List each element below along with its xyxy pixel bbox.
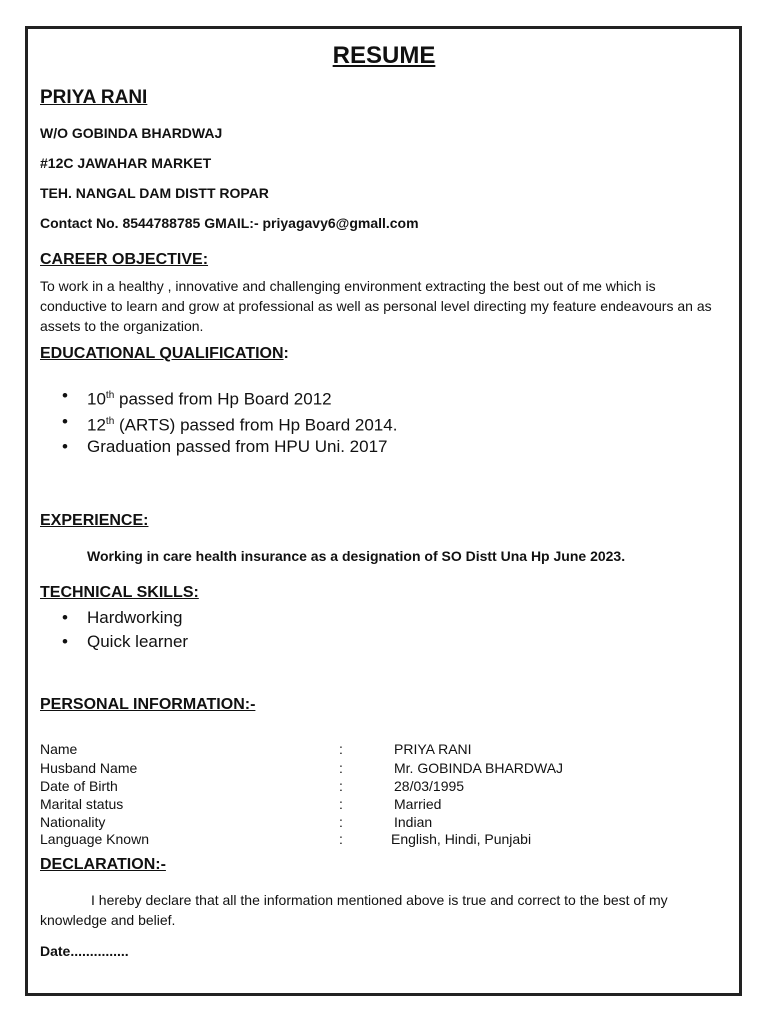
resume-title: RESUME xyxy=(332,42,436,69)
skill-item: • Quick learner xyxy=(62,630,188,654)
declaration-heading: DECLARATION:- xyxy=(40,856,166,873)
address-line-2: #12C JAWAHAR MARKET xyxy=(40,155,212,171)
pi-label: Marital status xyxy=(40,796,124,812)
address-line-3: TEH. NANGAL DAM DISTT ROPAR xyxy=(40,185,269,201)
declaration-text: I hereby declare that all the information mentioned above is true and correct to the best of my knowledge and belief. xyxy=(40,892,668,928)
pi-value: Married xyxy=(394,796,442,812)
pi-label: Language Known xyxy=(40,831,149,847)
education-item: • Graduation passed from HPU Uni. 2017 xyxy=(62,437,388,457)
experience-heading: EXPERIENCE: xyxy=(40,512,149,529)
education-item: • 10th passed from Hp Board 2012 xyxy=(62,386,332,409)
education-heading: EDUCATIONAL QUALIFICATION xyxy=(40,345,284,362)
pi-colon: : xyxy=(339,760,343,776)
pi-value: English, Hindi, Punjabi xyxy=(391,831,532,847)
bullet-icon: • xyxy=(62,608,68,627)
address-line-1: W/O GOBINDA BHARDWAJ xyxy=(40,125,223,141)
skill-item: • Hardworking xyxy=(62,606,188,630)
pi-colon: : xyxy=(339,796,343,812)
skills-list xyxy=(62,606,188,654)
contact-line: Contact No. 8544788785 GMAIL:- priyagavy6@gmall.com xyxy=(40,215,419,231)
personal-info-heading: PERSONAL INFORMATION:- xyxy=(40,696,256,713)
pi-value: Mr. GOBINDA BHARDWAJ xyxy=(394,760,564,776)
bullet-icon: • xyxy=(62,437,68,457)
pi-colon: : xyxy=(339,831,343,847)
pi-label: Husband Name xyxy=(40,760,138,776)
pi-label: Date of Birth xyxy=(40,778,118,794)
pi-label: Nationality xyxy=(40,814,106,830)
education-item: • 12th (ARTS) passed from Hp Board 2014. xyxy=(62,411,398,435)
pi-colon: : xyxy=(339,778,343,794)
bullet-icon: • xyxy=(62,411,68,431)
candidate-name: PRIYA RANI xyxy=(40,87,148,108)
date-line: Date............... xyxy=(40,943,129,959)
pi-label: Name xyxy=(40,741,78,757)
pi-colon: : xyxy=(339,814,343,830)
pi-value: PRIYA RANI xyxy=(394,741,472,757)
pi-colon: : xyxy=(339,741,343,757)
career-objective-heading: CAREER OBJECTIVE: xyxy=(40,251,209,268)
experience-text: Working in care health insurance as a designation of SO Distt Una Hp June 2023. xyxy=(87,548,626,564)
education-heading-colon: : xyxy=(283,345,289,362)
technical-skills-heading: TECHNICAL SKILLS: xyxy=(40,584,199,601)
career-objective-text: To work in a healthy , innovative and challenging environment extracting the best out of me which is conductive to learn and grow at professional as well as personal level directing my feature endeavours an as assets to the organization. xyxy=(40,278,712,334)
education-list xyxy=(62,385,397,458)
bullet-icon: • xyxy=(62,386,68,405)
education-heading-wrap xyxy=(40,345,289,363)
page-border xyxy=(25,26,742,996)
pi-value: Indian xyxy=(394,814,433,830)
bullet-icon: • xyxy=(62,632,68,651)
pi-value: 28/03/1995 xyxy=(394,778,465,794)
